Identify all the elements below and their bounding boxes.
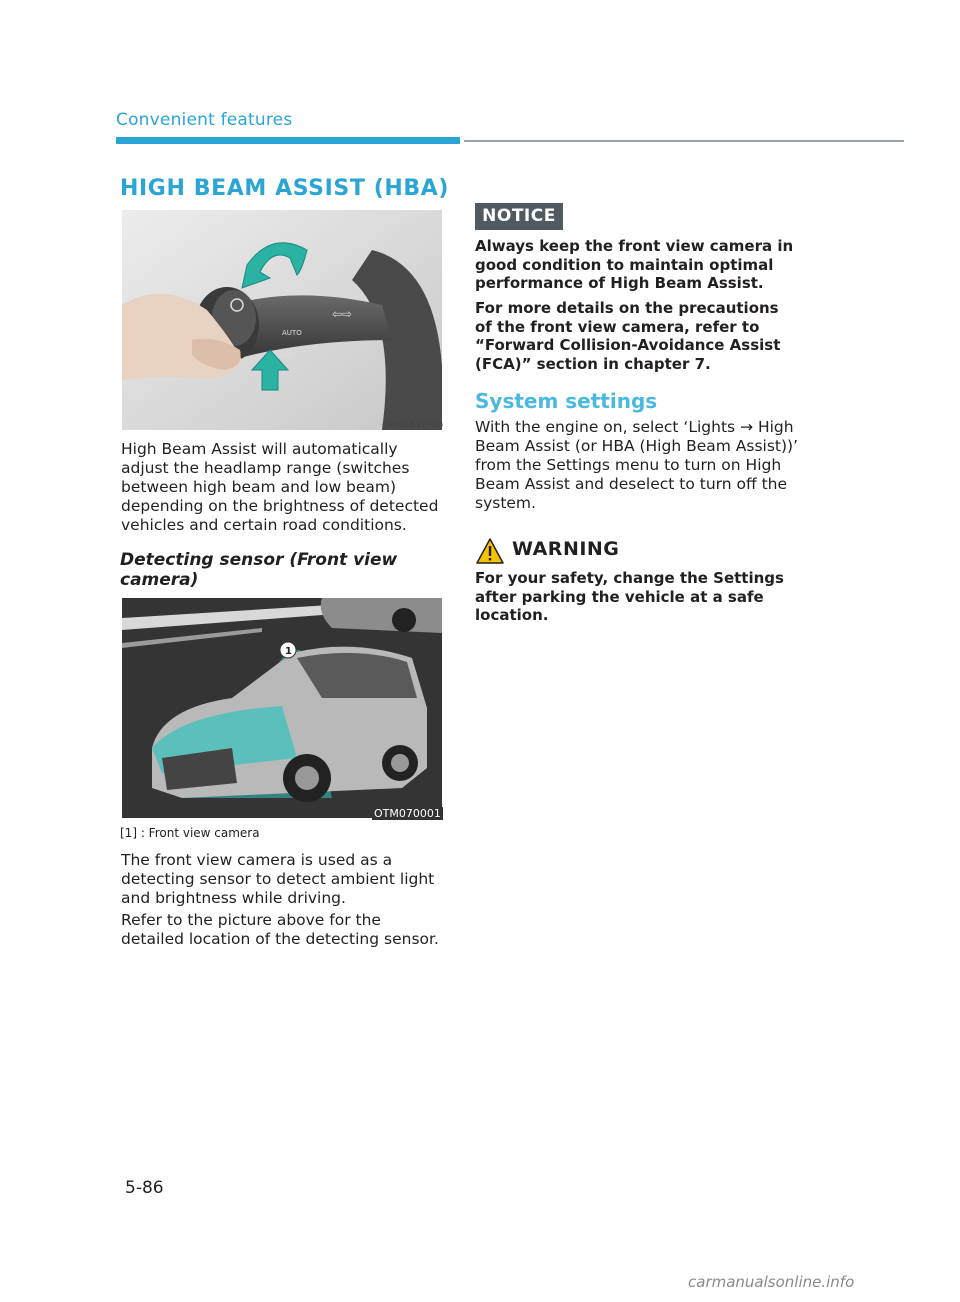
page-number: 5-86	[125, 1178, 164, 1198]
light-stalk-illustration	[122, 210, 442, 430]
warning-label: WARNING	[512, 538, 620, 560]
figure-caption: [1] : Front view camera	[120, 826, 260, 840]
figure-code-2: OTM070001	[374, 807, 441, 820]
page-title: HIGH BEAM ASSIST (HBA)	[120, 176, 450, 201]
notice-paragraph-2: For more details on the precautions of the front view camera, refer to “Forward Collision-Avoidance Assist (FCA)” section in chapter 7.	[475, 299, 781, 373]
notice-paragraph-1: Always keep the front view camera in good condition to maintain optimal performance of High Beam Assist.	[475, 237, 794, 292]
figure-code-1: OIK047090	[382, 419, 444, 432]
system-settings-heading: System settings	[475, 389, 658, 413]
intro-paragraph: High Beam Assist will automatically adjust the headlamp range (switches between high beam and low beam) depending on the brightness of detected vehicles and certain road conditions.	[121, 440, 439, 534]
system-settings-paragraph: With the engine on, select ‘Lights → High Beam Assist (or HBA (High Beam Assist))’ from the Settings menu to turn on High Beam Assist and deselect to turn off the system.	[475, 418, 799, 512]
figure-light-stalk	[122, 210, 442, 430]
detecting-sensor-heading: Detecting sensor (Front view camera)	[120, 550, 398, 590]
header-divider	[464, 140, 904, 142]
header-accent-bar	[116, 137, 460, 144]
warning-triangle-icon	[475, 537, 505, 565]
detecting-paragraph-2: Refer to the picture above for the detailed location of the detecting sensor.	[121, 911, 439, 948]
vehicle-camera-illustration	[122, 598, 442, 818]
off-label: OFF	[280, 352, 294, 360]
section-header: Convenient features	[116, 110, 293, 130]
warning-paragraph: For your safety, change the Settings after parking the vehicle at a safe location.	[475, 569, 784, 624]
auto-label: AUTO	[282, 329, 302, 337]
camera-marker: 1	[285, 646, 292, 657]
figure-front-camera	[122, 598, 442, 818]
detecting-paragraph-1: The front view camera is used as a detecting sensor to detect ambient light and brightness while driving.	[121, 851, 435, 907]
watermark: carmanualsonline.info	[688, 1273, 855, 1291]
svg-text:⇦⇨: ⇦⇨	[332, 307, 353, 321]
notice-badge: NOTICE	[475, 203, 563, 230]
